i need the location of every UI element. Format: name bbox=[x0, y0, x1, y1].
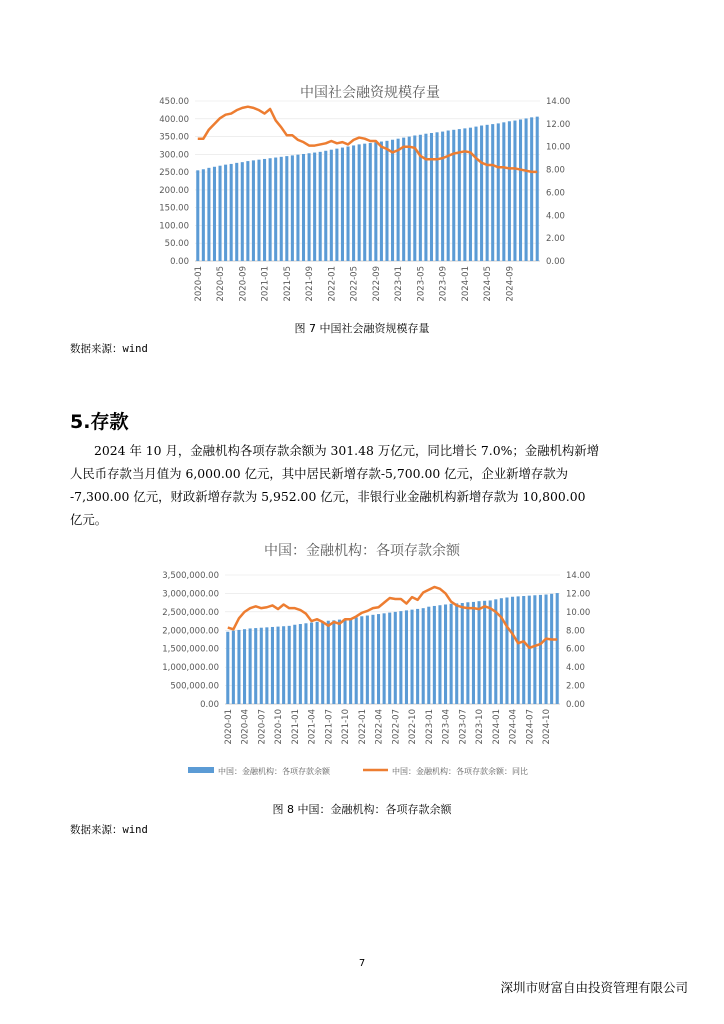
bar bbox=[235, 163, 238, 261]
company-name: 深圳市财富自由投资管理有限公司 bbox=[500, 980, 688, 995]
x-axis-tick: 2020-09 bbox=[238, 266, 249, 302]
bar bbox=[447, 131, 450, 261]
bar bbox=[226, 632, 229, 704]
bar bbox=[369, 143, 372, 261]
section-heading: 5.存款 bbox=[70, 411, 129, 433]
right-axis-tick: 4.00 bbox=[566, 663, 585, 674]
x-axis-tick: 2022-10 bbox=[408, 709, 418, 745]
bar bbox=[252, 160, 255, 261]
bar bbox=[324, 151, 327, 261]
bar bbox=[438, 605, 441, 704]
bar bbox=[394, 612, 397, 704]
x-axis-tick: 2020-01 bbox=[193, 266, 204, 302]
bar bbox=[330, 150, 333, 261]
left-axis-tick: 200.00 bbox=[159, 185, 189, 196]
chart2-caption: 图 8 中国：金融机构：各项存款余额 bbox=[272, 803, 452, 816]
bar bbox=[219, 166, 222, 261]
bar bbox=[363, 144, 366, 261]
x-axis-tick: 2022-07 bbox=[391, 709, 402, 745]
paragraph-line: 亿元。 bbox=[70, 512, 108, 527]
left-axis-tick: 2,000,000.00 bbox=[162, 626, 219, 637]
bar bbox=[282, 626, 285, 704]
right-axis-tick: 2.00 bbox=[566, 681, 585, 692]
legend-line-label: 中国：金融机构：各项存款余额：同比 bbox=[392, 767, 528, 776]
bar bbox=[254, 628, 257, 704]
bar bbox=[355, 617, 358, 704]
x-axis-tick: 2021-07 bbox=[324, 709, 335, 745]
bar bbox=[293, 625, 296, 704]
bar bbox=[397, 139, 400, 261]
bar bbox=[472, 602, 475, 704]
bar bbox=[327, 621, 330, 704]
chart1-source: 数据来源：wind bbox=[70, 343, 148, 355]
chart1-bar-series bbox=[196, 117, 538, 261]
chart1-title: 中国社会融资规模存量 bbox=[300, 85, 440, 101]
bar bbox=[360, 616, 363, 704]
bar bbox=[243, 629, 246, 704]
bar bbox=[257, 160, 260, 261]
paragraph-line: -7,300.00 亿元，财政新增存款为 5,952.00 亿元，非银行业金融机构新增存款为 10,800.00 bbox=[70, 489, 586, 504]
bar bbox=[463, 128, 466, 261]
right-axis-tick: 12.00 bbox=[546, 119, 571, 130]
bar bbox=[374, 142, 377, 261]
right-axis-tick: 8.00 bbox=[546, 165, 565, 176]
x-axis-tick: 2024-05 bbox=[483, 266, 494, 302]
bar bbox=[508, 121, 511, 261]
x-axis-tick: 2020-10 bbox=[274, 709, 284, 745]
bar bbox=[469, 128, 472, 261]
bar bbox=[332, 620, 335, 704]
bar bbox=[502, 122, 505, 261]
x-axis-tick: 2024-09 bbox=[505, 266, 516, 302]
bar bbox=[486, 125, 489, 261]
bar bbox=[232, 631, 235, 704]
x-axis-tick: 2020-01 bbox=[223, 709, 234, 745]
x-axis-tick: 2023-09 bbox=[438, 266, 449, 302]
x-axis-tick: 2020-04 bbox=[240, 709, 251, 745]
right-axis-tick: 0.00 bbox=[566, 700, 585, 710]
bar bbox=[455, 603, 458, 704]
x-axis-tick: 2023-01 bbox=[394, 266, 405, 302]
bar bbox=[461, 603, 464, 704]
bar bbox=[371, 615, 374, 704]
chart2-title: 中国：金融机构：各项存款余额 bbox=[264, 543, 460, 559]
bar bbox=[517, 596, 520, 704]
bar bbox=[213, 167, 216, 261]
bar bbox=[202, 169, 205, 261]
bar bbox=[416, 609, 419, 704]
x-axis-tick: 2024-10 bbox=[542, 709, 552, 745]
paragraph-line: 人民币存款当月值为 6,000.00 亿元，其中居民新增存款-5,700.00 亿元，企业新增存款为 bbox=[70, 466, 569, 481]
bar bbox=[511, 597, 514, 704]
bar bbox=[274, 158, 277, 261]
bar bbox=[513, 121, 516, 261]
bar bbox=[489, 600, 492, 704]
x-axis-tick: 2022-09 bbox=[371, 266, 382, 302]
bar bbox=[550, 594, 553, 704]
bar bbox=[444, 604, 447, 704]
left-axis-tick: 2,500,000.00 bbox=[162, 607, 219, 618]
x-axis-tick: 2024-01 bbox=[491, 709, 502, 745]
bar bbox=[458, 129, 461, 261]
bar bbox=[536, 117, 539, 261]
right-axis-tick: 6.00 bbox=[546, 188, 565, 199]
right-axis-tick: 6.00 bbox=[566, 644, 585, 655]
bar bbox=[450, 604, 453, 704]
bar bbox=[474, 127, 477, 261]
left-axis-tick: 400.00 bbox=[159, 114, 189, 125]
bar bbox=[430, 133, 433, 261]
x-axis-tick: 2023-10 bbox=[475, 709, 485, 745]
bar bbox=[358, 144, 361, 261]
right-axis-tick: 8.00 bbox=[566, 626, 585, 637]
left-axis-tick: 0.00 bbox=[170, 257, 189, 267]
chart2-legend bbox=[188, 766, 528, 776]
bar bbox=[321, 621, 324, 704]
x-axis-tick: 2021-10 bbox=[341, 709, 351, 745]
x-axis-tick: 2023-07 bbox=[458, 709, 469, 745]
bar bbox=[196, 170, 199, 261]
bar bbox=[230, 164, 233, 261]
x-axis-tick: 2022-04 bbox=[374, 709, 385, 745]
bar bbox=[277, 627, 280, 704]
bar bbox=[528, 596, 531, 704]
bar bbox=[539, 595, 542, 704]
left-axis-tick: 350.00 bbox=[159, 132, 189, 143]
x-axis-tick: 2023-05 bbox=[416, 266, 427, 302]
bar bbox=[249, 628, 252, 704]
x-axis-tick: 2022-01 bbox=[357, 709, 368, 745]
x-axis-tick: 2024-01 bbox=[460, 266, 471, 302]
left-axis-tick: 150.00 bbox=[159, 203, 189, 214]
bar bbox=[391, 140, 394, 261]
bar bbox=[497, 123, 500, 261]
bar bbox=[380, 142, 383, 261]
bar bbox=[319, 152, 322, 261]
x-axis-tick: 2020-05 bbox=[216, 266, 226, 302]
bar bbox=[291, 155, 294, 261]
bar bbox=[246, 161, 249, 261]
left-axis-tick: 3,500,000.00 bbox=[162, 571, 219, 581]
left-axis-tick: 100.00 bbox=[159, 221, 189, 232]
bar bbox=[338, 620, 341, 704]
bar bbox=[525, 118, 528, 261]
bar bbox=[385, 141, 388, 261]
bar bbox=[452, 130, 455, 261]
bar bbox=[500, 598, 503, 704]
bar bbox=[349, 618, 352, 704]
left-axis-tick: 500,000.00 bbox=[170, 681, 219, 692]
bar bbox=[388, 613, 391, 704]
x-axis-tick: 2021-04 bbox=[307, 709, 318, 745]
bar bbox=[352, 145, 355, 261]
bar bbox=[341, 148, 344, 261]
right-axis-tick: 0.00 bbox=[546, 257, 565, 267]
x-axis-tick: 2024-04 bbox=[508, 709, 519, 745]
bar bbox=[302, 154, 305, 261]
x-axis-tick: 2023-04 bbox=[441, 709, 452, 745]
bar bbox=[260, 628, 263, 704]
social-financing-stock-chart bbox=[150, 75, 580, 315]
right-axis-tick: 2.00 bbox=[546, 234, 565, 245]
bar bbox=[346, 147, 349, 261]
bar bbox=[522, 596, 525, 704]
paragraph-line: 2024 年 10 月，金融机构各项存款余额为 301.48 万亿元，同比增长 7.0%；金融机构新增 bbox=[94, 443, 600, 458]
right-axis-tick: 14.00 bbox=[546, 97, 571, 107]
left-axis-tick: 1,000,000.00 bbox=[162, 663, 219, 674]
x-axis-tick: 2022-01 bbox=[327, 266, 338, 302]
x-axis-tick: 2021-09 bbox=[305, 266, 316, 302]
bar bbox=[241, 162, 244, 261]
bar bbox=[316, 622, 319, 704]
bar bbox=[483, 601, 486, 704]
bar bbox=[265, 627, 268, 704]
bar bbox=[411, 610, 414, 704]
bar bbox=[556, 593, 559, 704]
x-axis-tick: 2020-07 bbox=[257, 709, 268, 745]
left-axis-tick: 1,500,000.00 bbox=[162, 644, 219, 655]
bar bbox=[413, 135, 416, 261]
right-axis-tick: 10.00 bbox=[566, 607, 591, 618]
legend-bar-label: 中国：金融机构：各项存款余额 bbox=[218, 767, 330, 776]
bar bbox=[271, 627, 274, 704]
bar bbox=[207, 168, 210, 261]
bar bbox=[519, 119, 522, 261]
bar bbox=[402, 138, 405, 261]
bar bbox=[299, 624, 302, 704]
bar bbox=[441, 132, 444, 261]
bar bbox=[308, 153, 311, 261]
right-axis-tick: 4.00 bbox=[546, 211, 565, 222]
bar bbox=[366, 616, 369, 704]
bar bbox=[408, 137, 411, 261]
bar bbox=[344, 619, 347, 704]
left-axis-tick: 300.00 bbox=[159, 150, 189, 161]
bar bbox=[466, 602, 469, 704]
right-axis-tick: 10.00 bbox=[546, 142, 571, 153]
bar bbox=[399, 611, 402, 704]
bar bbox=[224, 165, 227, 261]
bar bbox=[383, 613, 386, 704]
bar bbox=[494, 599, 497, 704]
bar bbox=[422, 608, 425, 704]
x-axis-tick: 2023-01 bbox=[424, 709, 435, 745]
bar bbox=[405, 610, 408, 704]
bar bbox=[433, 606, 436, 704]
bar bbox=[310, 623, 313, 704]
bar bbox=[377, 614, 380, 704]
bar bbox=[288, 626, 291, 704]
deposit-balance-chart bbox=[140, 533, 610, 793]
bar bbox=[530, 117, 533, 261]
bar bbox=[491, 124, 494, 261]
bar bbox=[296, 155, 299, 261]
bar bbox=[280, 157, 283, 261]
x-axis-tick: 2021-01 bbox=[260, 266, 271, 302]
x-axis-tick: 2022-05 bbox=[349, 266, 360, 302]
bar bbox=[285, 156, 288, 261]
bar bbox=[335, 149, 338, 261]
bar bbox=[424, 134, 427, 261]
bar bbox=[545, 595, 548, 704]
left-axis-tick: 250.00 bbox=[159, 168, 189, 179]
right-axis-tick: 14.00 bbox=[566, 571, 591, 581]
chart1-caption: 图 7 中国社会融资规模存量 bbox=[294, 322, 430, 335]
x-axis-tick: 2021-05 bbox=[282, 266, 293, 302]
bar bbox=[237, 630, 240, 704]
section-paragraph bbox=[70, 439, 656, 531]
bar bbox=[480, 126, 483, 261]
bar bbox=[478, 601, 481, 704]
bar bbox=[436, 132, 439, 261]
bar bbox=[427, 607, 430, 704]
left-axis-tick: 50.00 bbox=[164, 239, 189, 250]
x-axis-tick: 2024-07 bbox=[525, 709, 536, 745]
left-axis-tick: 450.00 bbox=[159, 97, 189, 107]
x-axis-tick: 2021-01 bbox=[290, 709, 301, 745]
bar bbox=[533, 595, 536, 704]
bar bbox=[304, 623, 307, 704]
page-number: 7 bbox=[358, 958, 366, 969]
right-axis-tick: 12.00 bbox=[566, 589, 591, 600]
bar bbox=[269, 158, 272, 261]
bar bbox=[313, 153, 316, 261]
left-axis-tick: 0.00 bbox=[200, 700, 219, 710]
legend-bar-swatch bbox=[188, 767, 214, 773]
bar bbox=[263, 159, 266, 261]
chart2-source: 数据来源：wind bbox=[70, 824, 148, 836]
bar bbox=[505, 597, 508, 704]
left-axis-tick: 3,000,000.00 bbox=[162, 589, 219, 600]
